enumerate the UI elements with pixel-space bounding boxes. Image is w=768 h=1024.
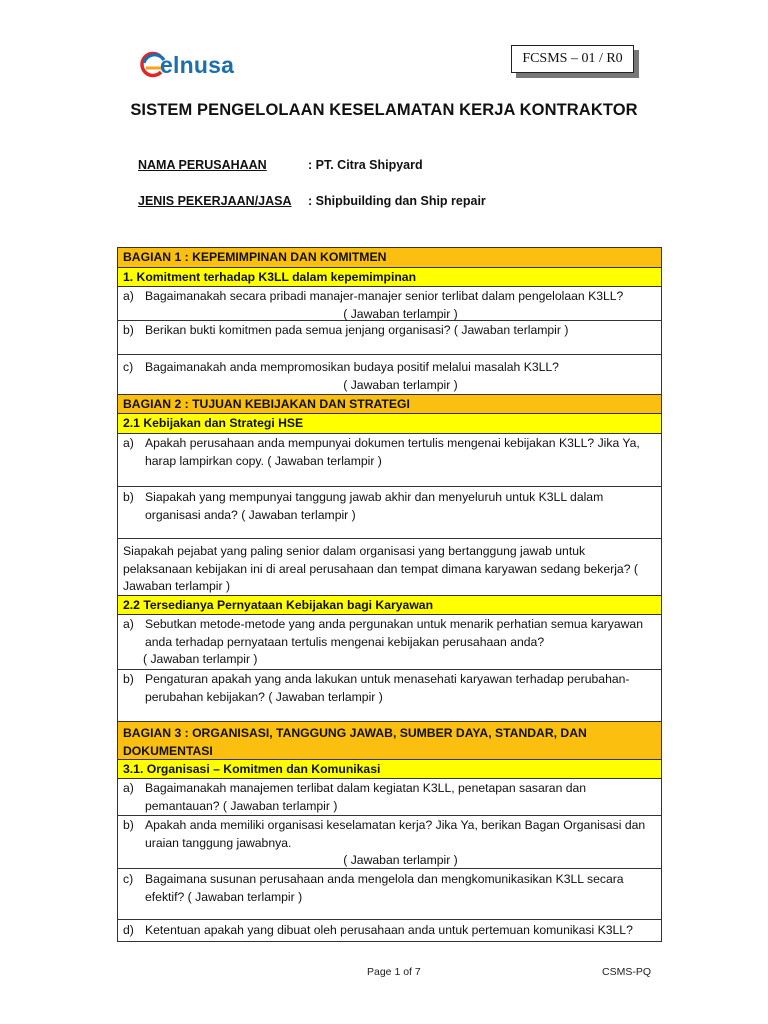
question-label: a) bbox=[123, 289, 134, 303]
job-type-label: JENIS PEKERJAAN/JASA bbox=[138, 194, 292, 208]
question-row bbox=[118, 816, 662, 869]
answer-note: ( Jawaban terlampir ) bbox=[343, 377, 458, 392]
question-label: a) bbox=[123, 617, 134, 631]
question-row bbox=[118, 615, 662, 670]
question-text: Bagaimanakah secara pribadi manajer-manajer senior terlibat dalam pengelolaan K3LL? bbox=[145, 289, 624, 303]
question-label: b) bbox=[123, 672, 134, 686]
section-header: BAGIAN 3 : ORGANISASI, TANGGUNG JAWAB, SUMBER DAYA, STANDAR, DAN DOKUMENTASI bbox=[118, 722, 662, 760]
answer-note: ( Jawaban terlampir ) bbox=[143, 652, 258, 666]
question-row bbox=[118, 670, 662, 722]
section-header: BAGIAN 1 : KEPEMIMPINAN DAN KOMITMEN bbox=[118, 248, 662, 268]
section-header: BAGIAN 2 : TUJUAN KEBIJAKAN DAN STRATEGI bbox=[118, 395, 662, 414]
question-text: Siapakah yang mempunyai tanggung jawab akhir dan menyeluruh untuk K3LL dalam organisasi anda? ( Jawaban terlampir ) bbox=[145, 490, 604, 522]
elnusa-logo bbox=[138, 46, 268, 86]
subsection-header: 1. Komitment terhadap K3LL dalam kepemimpinan bbox=[118, 268, 662, 287]
form-code-box: FCSMS – 01 / R0 bbox=[511, 45, 634, 73]
questionnaire-table bbox=[117, 247, 662, 942]
subsection-header: 3.1. Organisasi – Komitmen dan Komunikasi bbox=[118, 760, 662, 779]
question-text: Apakah perusahaan anda mempunyai dokumen tertulis mengenai kebijakan K3LL? Jika Ya, harap lampirkan copy. ( Jawaban terlampir ) bbox=[145, 436, 640, 468]
question-text: Bagaimanakah anda mempromosikan budaya positif melalui masalah K3LL? bbox=[145, 360, 559, 374]
question-label: c) bbox=[123, 360, 134, 374]
question-label: c) bbox=[123, 872, 134, 886]
page-number: Page 1 of 7 bbox=[367, 966, 421, 978]
question-row bbox=[118, 287, 662, 321]
answer-note: ( Jawaban terlampir ) bbox=[343, 306, 458, 321]
question-row bbox=[118, 779, 662, 816]
company-label: NAMA PERUSAHAAN bbox=[138, 158, 267, 172]
question-text: Siapakah pejabat yang paling senior dalam organisasi yang bertanggung jawab untuk pelaksanaan kebijakan ini di areal perusahaan dan tempat dimana karyawan sedang bekerja? ( Jawaban terlampir ) bbox=[123, 544, 638, 593]
question-text: Berikan bukti komitmen pada semua jenjang organisasi? ( Jawaban terlampir ) bbox=[145, 323, 569, 337]
question-text: Sebutkan metode-metode yang anda pergunakan untuk menarik perhatian semua karyawan anda terhadap pernyataan tertulis mengenai kebijakan perusahaan anda? bbox=[145, 617, 643, 649]
subsection-header: 2.2 Tersedianya Pernyataan Kebijakan bagi Karyawan bbox=[118, 596, 662, 615]
question-label: b) bbox=[123, 818, 134, 832]
question-text: Ketentuan apakah yang dibuat oleh perusahaan anda untuk pertemuan komunikasi K3LL? bbox=[145, 923, 633, 937]
question-label: d) bbox=[123, 923, 134, 937]
question-text: Bagaimanakah manajemen terlibat dalam kegiatan K3LL, penetapan sasaran dan pemantauan? ( Jawaban terlampir ) bbox=[145, 781, 587, 813]
question-row bbox=[118, 434, 662, 487]
question-label: a) bbox=[123, 436, 134, 450]
question-row bbox=[118, 321, 662, 355]
page-title: SISTEM PENGELOLAAN KESELAMATAN KERJA KONTRAKTOR bbox=[130, 101, 638, 119]
answer-note: ( Jawaban terlampir ) bbox=[343, 853, 458, 867]
question-row bbox=[118, 869, 662, 920]
subsection-header: 2.1 Kebijakan dan Strategi HSE bbox=[118, 414, 662, 434]
question-row bbox=[118, 355, 662, 395]
question-row bbox=[118, 920, 662, 942]
question-row bbox=[118, 487, 662, 539]
question-text: Apakah anda memiliki organisasi keselamatan kerja? Jika Ya, berikan Bagan Organisasi dan uraian tanggung jawabnya. bbox=[145, 818, 646, 850]
question-text: Pengaturan apakah yang anda lakukan untuk menasehati karyawan terhadap perubahan-perubahan kebijakan? ( Jawaban terlampir ) bbox=[145, 672, 630, 704]
question-label: b) bbox=[123, 490, 134, 504]
document-code: CSMS-PQ bbox=[602, 966, 652, 978]
question-label: a) bbox=[123, 781, 134, 795]
job-type-value: : Shipbuilding dan Ship repair bbox=[308, 194, 486, 208]
question-text: Bagaimana susunan perusahaan anda mengelola dan mengkomunikasikan K3LL secara efektif? ( Jawaban terlampir ) bbox=[145, 872, 624, 904]
question-row bbox=[118, 539, 662, 596]
logo-text: elnusa bbox=[160, 52, 235, 78]
question-label: b) bbox=[123, 323, 134, 337]
company-value: : PT. Citra Shipyard bbox=[308, 158, 423, 172]
